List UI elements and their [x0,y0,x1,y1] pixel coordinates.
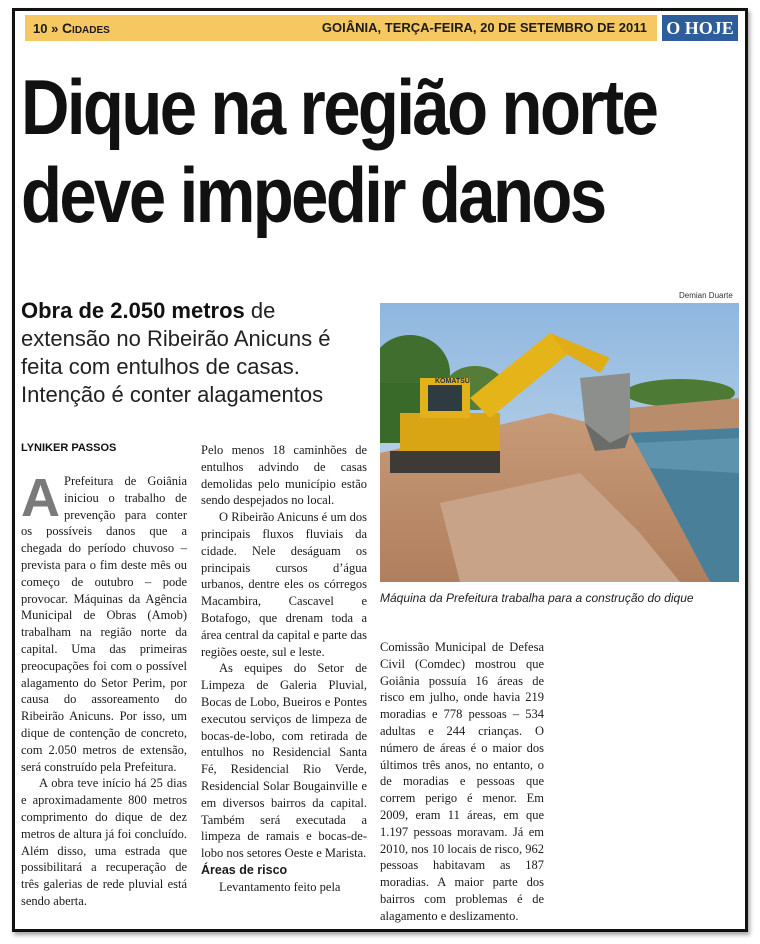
byline: LYNIKER PASSOS [21,442,117,454]
article-paragraph: Levantamento feito pela [219,879,341,894]
newspaper-logo: O HOJE [662,15,738,41]
article-paragraph: Pelo menos 18 caminhões de entulhos advindo de casas demolidas pelo município estão sendo despejados no local. [201,443,367,508]
header-bar [25,15,657,41]
page-label [33,20,110,36]
article-column-2 [201,442,367,896]
article-column-3 [380,639,544,925]
headline [21,63,657,239]
article-paragraph: A obra teve início há 25 dias e aproximadamente 800 metros comprimento do dique de dez metros de altura já foi concluído. Além disso, uma estrada que possibilitará a recuperação de três galerias de rede pluvial está sendo aberta. [21,776,187,908]
excavator-photo [380,303,739,582]
headline-line-1: Dique na região norte [21,63,657,151]
subheadline-rest: de extensão no Ribeirão Anicuns é feita com entulhos de casas. Intenção é conter alagamentos [21,298,331,407]
section-subtitle: Áreas de risco [201,862,288,877]
publication-date: GOIÂNIA, TERÇA-FEIRA, 20 DE SETEMBRO DE 2011 [321,20,647,35]
article-paragraph: Comissão Municipal de Defesa Civil (Comdec) mostrou que Goiânia possuía 16 áreas de risco em julho, onde havia 219 moradias e 778 pessoas – 534 adultas e 244 crianças. O número de áreas é o maior dos últimos três anos, no entanto, o de moradias e pessoas que correm perigo é menor. Em 2009, eram 11 áreas, em que 1.197 pessoas moravam. Já em 2010, nos 10 locais de risco, 962 pessoas habitavam as 187 moradias. A maior parte dos bairros com problemas é de alagamento e deslizamento. [380,640,544,923]
section-name: Cidades [61,20,110,36]
subheadline [21,297,361,409]
photo-credit: Demian Duarte [679,291,733,300]
page-header [25,15,738,41]
machine-brand-label: KOMATSU [435,378,470,385]
article-column-1 [21,468,187,910]
newspaper-page [12,8,748,932]
headline-line-2: deve impedir danos [21,151,605,239]
page-number: 10 » [33,21,59,36]
article-paragraph [21,468,187,775]
article-paragraph: As equipes do Setor de Limpeza de Galeria Pluvial, Bocas de Lobo, Bueiros e Pontes executou serviços de limpeza de bocas-de-lobo, com retirada de entulhos no Residencial Santa Fé, Residencial Rio Verde, Residencial Solar Bougainville e em diversos bairros da capital. Também será executada a limpeza de ramais e bocas-de-lobo nos setores Oeste e Marista. [201,661,367,861]
article-paragraph: O Ribeirão Anicuns é um dos principais fluxos fluviais da cidade. Nele deságuam os principais cursos d’água urbanos, dentre eles os córregos Macambira, Cascavel e Botafogo, que drenam toda a área central da capital e parte das regiões oeste, sul e leste. [201,510,367,659]
drop-cap: A [21,468,60,528]
subheadline-lead: Obra de 2.050 metros [21,298,245,323]
photo-caption: Máquina da Prefeitura trabalha para a construção do dique [380,591,694,605]
paragraph-text: Prefeitura de Goiânia iniciou o trabalho de prevenção para conter os possíveis danos que a chegada do período chuvoso – prevista para o fim deste mês ou começo de outubro – pode provocar. Máquinas da Agência Municipal de Obras (Amob) trabalham na região norte da capital. Uma das primeiras preocupações foi com o possível alagamento do Setor Perim, por causa do assoreamento do Ribeirão Anicuns. Por isso, um dique de contenção de concreto, com 2.050 metros de extensão, será construído pela Prefeitura. [21,474,187,774]
